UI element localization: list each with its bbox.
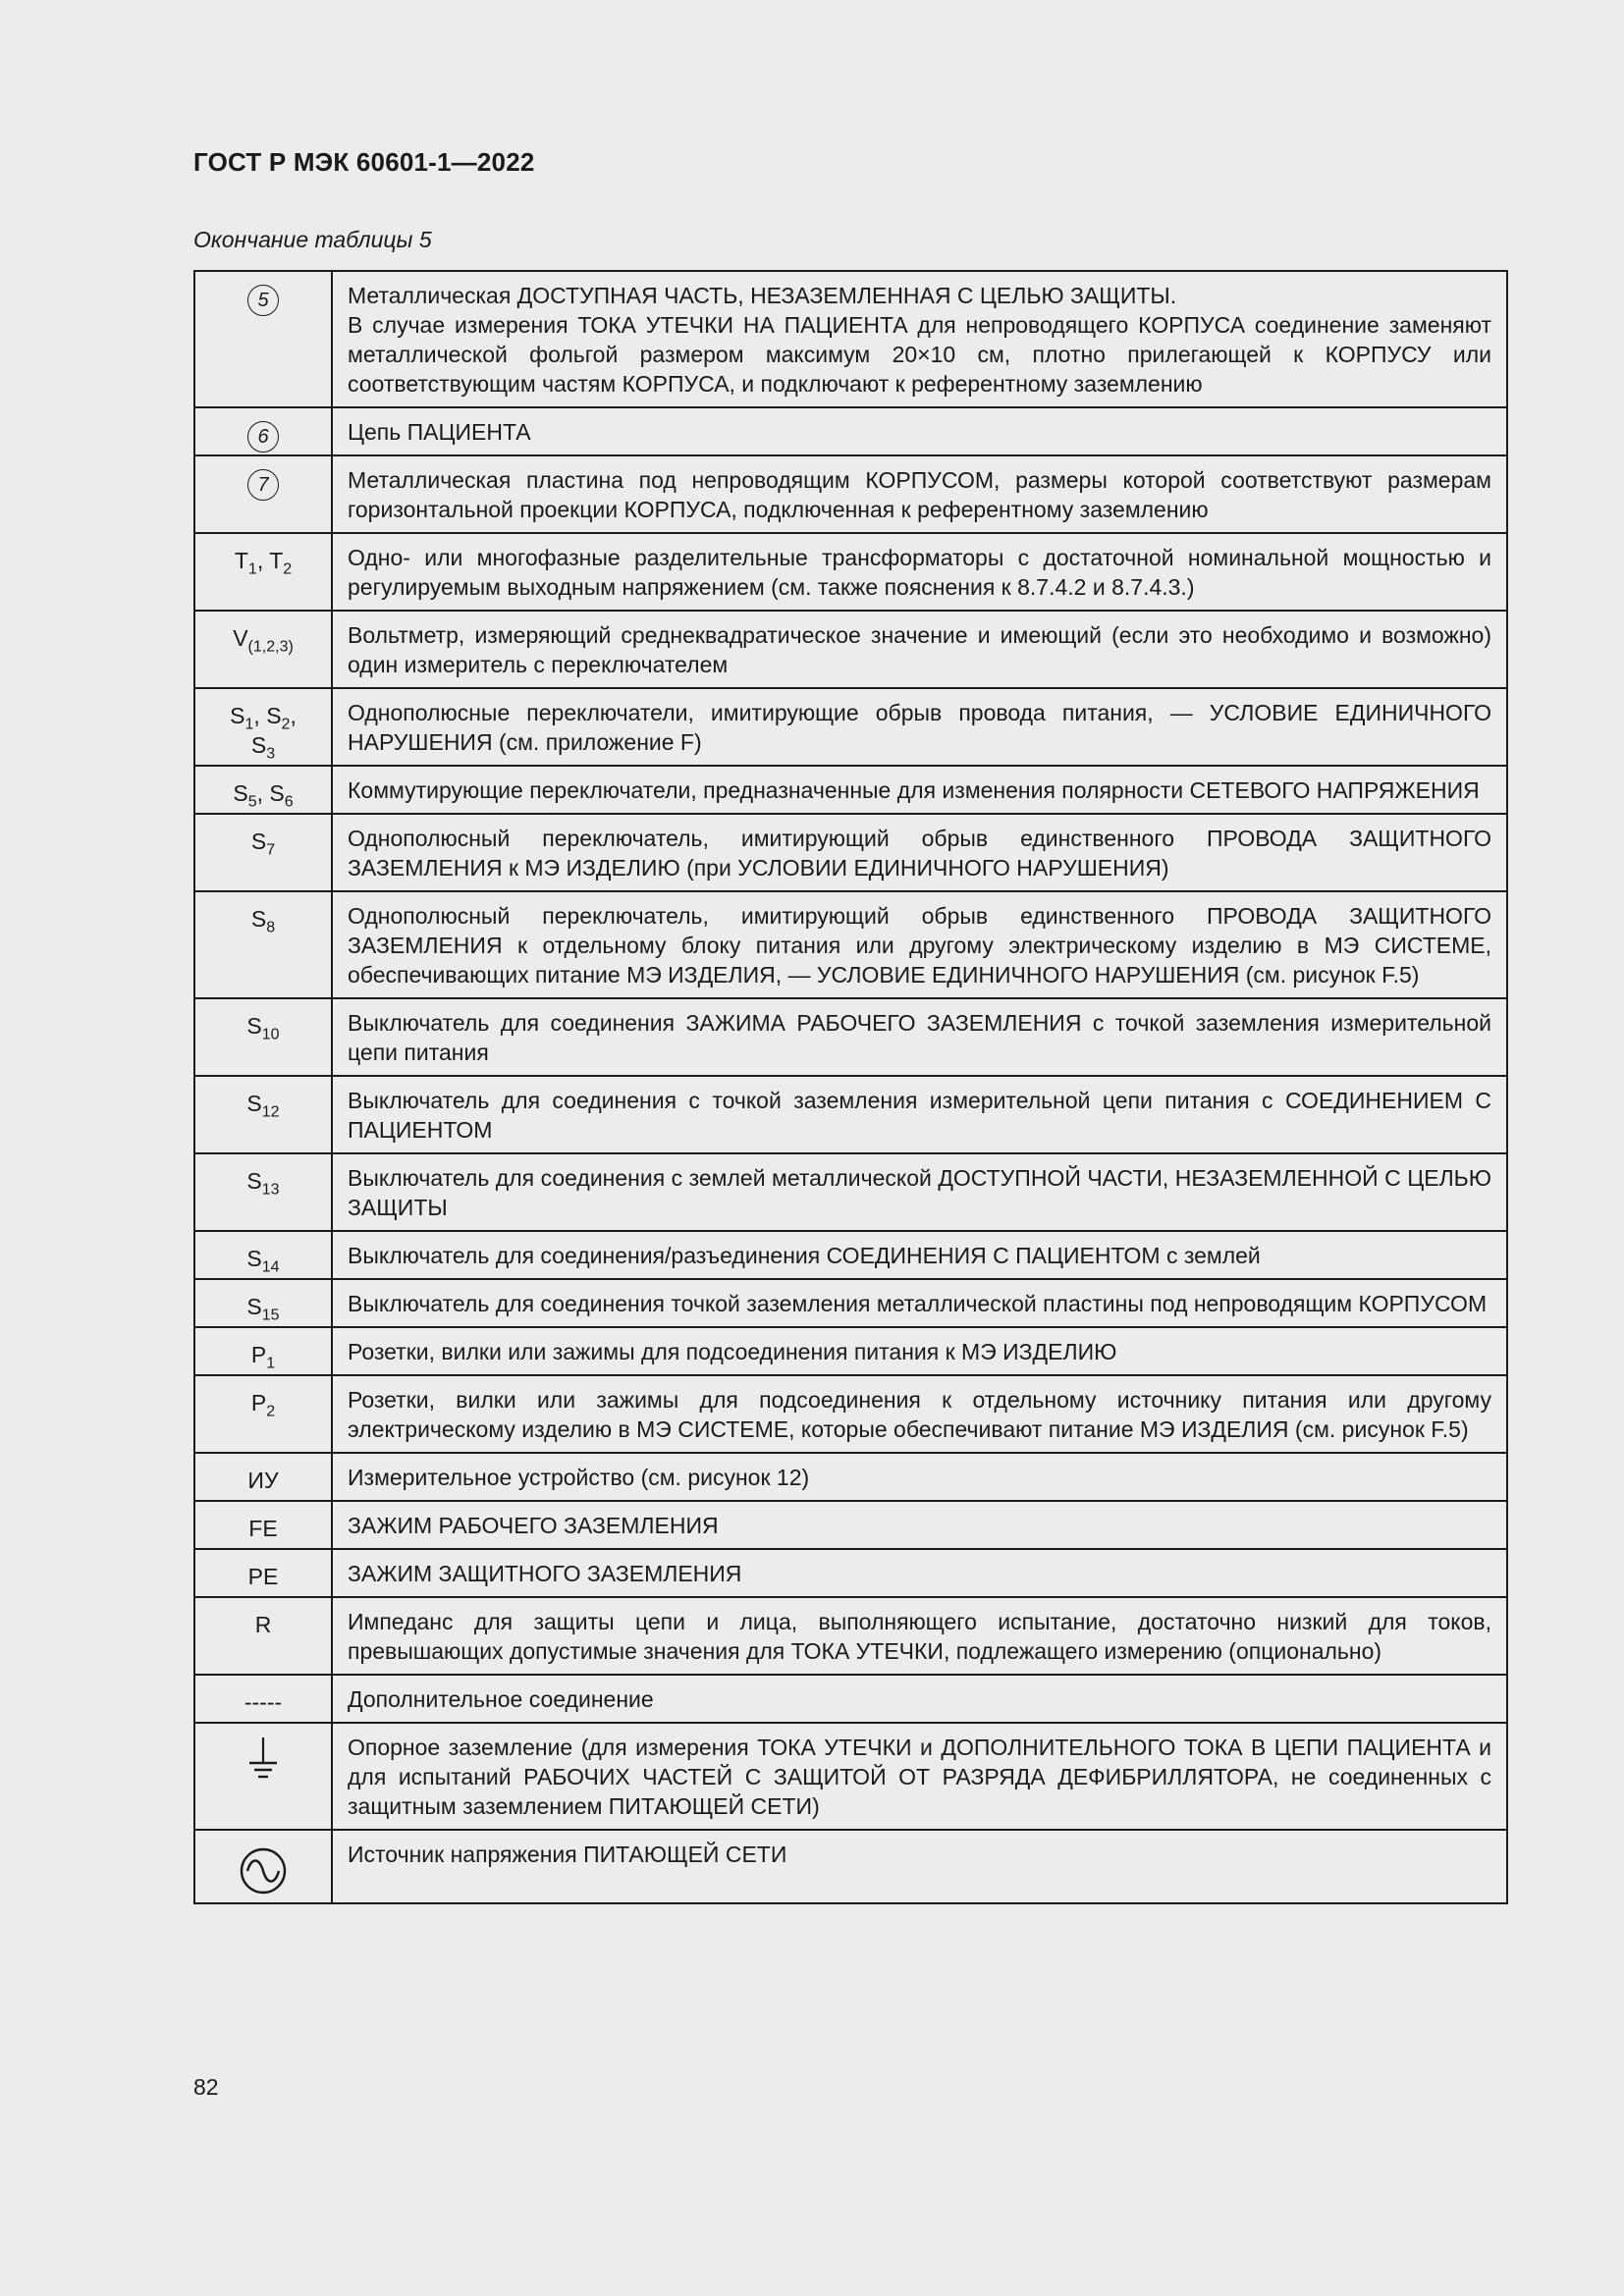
legend-symbol [194,1327,332,1375]
legend-description [332,533,1507,611]
legend-symbol [194,1231,332,1279]
legend-row [194,766,1507,814]
symbol-subscript: 6 [284,793,294,811]
legend-description [332,1231,1507,1279]
symbol-text: FE [248,1516,278,1541]
document-header: ГОСТ Р МЭК 60601-1—2022 [193,147,535,177]
legend-symbol [194,1675,332,1723]
legend-symbol [194,533,332,611]
legend-row [194,1453,1507,1501]
legend-row [194,455,1507,533]
legend-symbol [194,688,332,766]
legend-row [194,1549,1507,1597]
legend-row [194,1597,1507,1675]
legend-symbol [194,1597,332,1675]
symbol-letter: S [250,828,267,854]
legend-row [194,1675,1507,1723]
legend-symbol [194,1076,332,1153]
legend-symbol [194,611,332,688]
legend-description [332,814,1507,891]
table-caption: Окончание таблицы 5 [193,227,432,252]
description-line: Источник напряжения ПИТАЮЩЕЙ СЕТИ [348,1842,787,1867]
legend-description [332,1327,1507,1375]
circled-number: 6 [247,421,279,453]
description-line: Измерительное устройство (см. рисунок 12) [348,1465,810,1490]
legend-symbol [194,1549,332,1597]
symbol-subscript: 12 [261,1103,280,1121]
legend-row [194,533,1507,611]
symbol-letter: P [250,1342,267,1367]
description-line: Металлическая пластина под непроводящим КОРПУСОМ, размеры которой соответствуют размерам горизонтальной проекции КОРПУСА, подключенная к референтному заземлению [348,467,1491,522]
legend-description [332,766,1507,814]
symbol-separator: , [253,703,267,728]
legend-row [194,1279,1507,1327]
description-line: Вольтметр, измеряющий среднеквадратическое значение и имеющий (если это необходимо и возможно) один измеритель с переключателем [348,622,1491,677]
symbol-separator: , [256,780,270,806]
legend-row [194,1830,1507,1903]
symbol-letter: S [250,906,267,932]
description-line: Дополнительное соединение [348,1686,654,1712]
symbol-letter: P [250,1390,267,1415]
ac-source-icon [239,1846,288,1896]
symbol-letter: S [246,1294,262,1319]
page-number: 82 [193,2074,219,2100]
legend-description [332,1453,1507,1501]
symbol-letter: S [246,1091,262,1116]
circled-number: 7 [247,469,279,501]
symbol-separator: , [290,703,297,728]
legend-symbol [194,271,332,407]
legend-description [332,1076,1507,1153]
symbol-subscript: 1 [266,1355,276,1372]
symbol-letter: S [250,732,267,758]
legend-row [194,1153,1507,1231]
symbol-text: ----- [244,1689,283,1715]
legend-symbol [194,998,332,1076]
legend-description [332,1675,1507,1723]
legend-description [332,407,1507,455]
symbol-text: PE [247,1564,279,1589]
description-line: Розетки, вилки или зажимы для подсоединения питания к МЭ ИЗДЕЛИЮ [348,1339,1117,1364]
legend-row [194,611,1507,688]
symbol-letter: S [266,703,282,728]
description-line: Выключатель для соединения точкой заземления металлической пластины под непроводящим КОРПУСОМ [348,1291,1488,1316]
legend-description [332,271,1507,407]
legend-symbol [194,407,332,455]
symbol-subscript: 10 [261,1026,280,1043]
legend-symbol [194,1279,332,1327]
legend-row [194,1231,1507,1279]
description-line: Выключатель для соединения с точкой заземления измерительной цепи питания с СОЕДИНЕНИЕМ С ПАЦИЕНТОМ [348,1088,1491,1143]
description-line: ЗАЖИМ РАБОЧЕГО ЗАЗЕМЛЕНИЯ [348,1513,719,1538]
symbol-text: ИУ [247,1468,279,1493]
legend-description [332,1723,1507,1830]
legend-symbol [194,766,332,814]
description-line: Выключатель для соединения ЗАЖИМА РАБОЧЕГО ЗАЗЕМЛЕНИЯ с точкой заземления измерительной цепи питания [348,1010,1491,1065]
legend-description [332,1279,1507,1327]
symbol-subscript: 3 [266,745,276,763]
legend-row [194,1076,1507,1153]
symbol-subscript: (1,2,3) [247,638,294,656]
legend-symbol [194,1453,332,1501]
description-line: Цепь ПАЦИЕНТА [348,419,531,445]
legend-row [194,1375,1507,1453]
legend-description [332,1597,1507,1675]
legend-row [194,1723,1507,1830]
description-line: ЗАЖИМ ЗАЩИТНОГО ЗАЗЕМЛЕНИЯ [348,1561,742,1586]
symbol-subscript: 2 [281,716,291,733]
legend-description [332,1153,1507,1231]
legend-description [332,1830,1507,1903]
ground-icon [246,1735,280,1783]
description-line: Выключатель для соединения с землей металлической ДОСТУПНОЙ ЧАСТИ, НЕЗАЗЕМЛЕННОЙ С ЦЕЛЬЮ ЗАЩИТЫ [348,1165,1491,1220]
symbol-subscript: 1 [247,561,257,578]
description-line: Однополюсный переключатель, имитирующий обрыв единственного ПРОВОДА ЗАЩИТНОГО ЗАЗЕМЛЕНИЯ к МЭ ИЗДЕЛИЮ (при УСЛОВИИ ЕДИНИЧНОГО НАРУШЕНИЯ) [348,826,1491,881]
symbol-letter: T [234,548,248,573]
legend-symbol [194,891,332,998]
symbol-text: R [254,1612,272,1637]
legend-description [332,1549,1507,1597]
symbol-subscript: 7 [266,841,276,859]
legend-symbol [194,1375,332,1453]
symbol-letter: T [269,548,284,573]
description-line: Одно- или многофазные разделительные трансформаторы с достаточной номинальной мощностью и регулируемым выходным напряжением (см. также пояснения к 8.7.4.2 и 8.7.4.3.) [348,545,1491,600]
legend-description [332,688,1507,766]
description-line: Металлическая ДОСТУПНАЯ ЧАСТЬ, НЕЗАЗЕМЛЕННАЯ С ЦЕЛЬЮ ЗАЩИТЫ. [348,283,1177,308]
legend-symbol [194,455,332,533]
legend-description [332,455,1507,533]
legend-description [332,1501,1507,1549]
symbol-letter: V [233,625,248,651]
symbol-separator: , [256,548,270,573]
symbol-subscript: 14 [261,1258,280,1276]
description-line: Розетки, вилки или зажимы для подсоединения к отдельному источнику питания или другому электрическому изделию в МЭ СИСТЕМЕ, которые обеспечивают питание МЭ ИЗДЕЛИЯ (см. рисунок F.5) [348,1387,1491,1442]
symbol-letter: S [246,1246,262,1271]
description-line: Опорное заземление (для измерения ТОКА УТЕЧКИ и ДОПОЛНИТЕЛЬНОГО ТОКА В ЦЕПИ ПАЦИЕНТА и для испытаний РАБОЧИХ ЧАСТЕЙ С ЗАЩИТОЙ ОТ РАЗРЯДА ДЕФИБРИЛЛЯТОРА, не соединенных с защитным заземлением ПИТАЮЩЕЙ СЕТИ) [348,1735,1491,1819]
legend-symbol [194,1501,332,1549]
description-line: Импеданс для защиты цепи и лица, выполняющего испытание, достаточно низкий для токов, превышающих допустимые значения для ТОКА УТЕЧКИ, подлежащего измерению (опционально) [348,1609,1491,1664]
legend-table [193,270,1508,1904]
legend-row [194,1501,1507,1549]
symbol-letter: S [246,1013,262,1039]
symbol-letter: S [230,703,245,728]
symbol-letter: S [233,780,248,806]
symbol-subscript: 2 [266,1403,276,1420]
circled-number: 5 [247,285,279,316]
legend-row [194,1327,1507,1375]
description-line: Коммутирующие переключатели, предназначенные для изменения полярности СЕТЕВОГО НАПРЯЖЕНИЯ [348,777,1480,803]
legend-symbol [194,814,332,891]
legend-row [194,407,1507,455]
legend-description [332,998,1507,1076]
symbol-subscript: 13 [261,1181,280,1199]
legend-symbol [194,1153,332,1231]
description-line: Выключатель для соединения/разъединения СОЕДИНЕНИЯ С ПАЦИЕНТОМ с землей [348,1243,1261,1268]
legend-symbol [194,1723,332,1830]
symbol-letter: S [246,1168,262,1194]
symbol-letter: S [269,780,285,806]
symbol-subscript: 1 [244,716,254,733]
symbol-subscript: 2 [283,561,293,578]
legend-row [194,688,1507,766]
symbol-subscript: 8 [266,919,276,936]
legend-description [332,1375,1507,1453]
legend-description [332,891,1507,998]
description-line: В случае измерения ТОКА УТЕЧКИ НА ПАЦИЕНТА для непроводящего КОРПУСА соединение заменяют металлической фольгой размером максимум 20×10 см, плотно прилегающей к КОРПУСУ или соответствующим частям КОРПУСА, и подключают к референтному заземлению [348,312,1491,397]
legend-row [194,271,1507,407]
legend-symbol [194,1830,332,1903]
description-line: Однополюсный переключатель, имитирующий обрыв единственного ПРОВОДА ЗАЩИТНОГО ЗАЗЕМЛЕНИЯ к отдельному блоку питания или другому электрическому изделию в МЭ СИСТЕМЕ, обеспечивающих питание МЭ ИЗДЕЛИЯ, — УСЛОВИЕ ЕДИНИЧНОГО НАРУШЕНИЯ (см. рисунок F.5) [348,903,1491,988]
description-line: Однополюсные переключатели, имитирующие обрыв провода питания, — УСЛОВИЕ ЕДИНИЧНОГО НАРУШЕНИЯ (см. приложение F) [348,700,1491,755]
symbol-subscript: 5 [247,793,257,811]
legend-row [194,998,1507,1076]
legend-description [332,611,1507,688]
legend-row [194,891,1507,998]
symbol-subscript: 15 [261,1307,280,1324]
legend-row [194,814,1507,891]
